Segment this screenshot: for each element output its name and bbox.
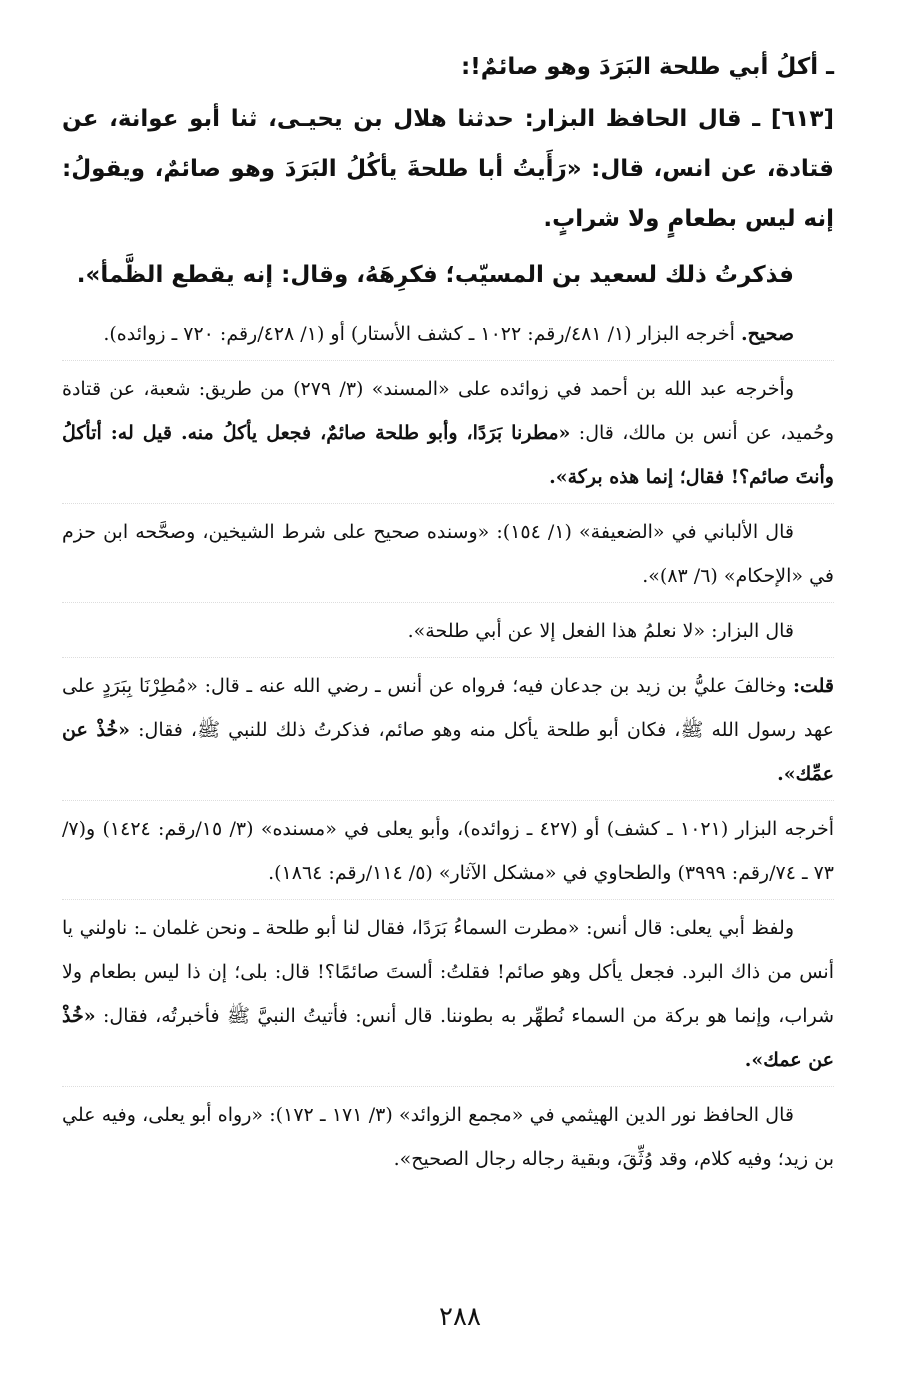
takhrij-paragraph [62, 1087, 834, 1185]
hadith-body: ـ قال الحافظ البزار: حدثنا هلال بن يحيـى، ثنا أبو عوانة، عن قتادة، عن انس، قال: «رَأَيتُ أبا طلحةَ يأكُلُ البَرَدَ وهو صائمٌ، ويقولُ: إنه ليس بطعامٍ ولا شرابٍ. [62, 106, 834, 232]
book-page [62, 48, 834, 1185]
author-note-label: قلت: [792, 675, 834, 697]
quoted-text: «خُذْ عن عمِّك». [62, 719, 834, 785]
takhrij-paragraph [62, 801, 834, 900]
section-heading: ـ أكلُ أبي طلحة البَرَدَ وهو صائمٌ!: [461, 54, 834, 80]
quoted-text: «خُذْ عن عمك». [62, 1005, 834, 1071]
takhrij-paragraph [62, 306, 834, 361]
takhrij-paragraph [62, 658, 834, 801]
paragraph-text: أخرجه البزار (١/ ٤٨١/رقم: ١٠٢٢ ـ كشف الأستار) أو (١/ ٤٢٨/رقم: ٧٢٠ ـ زوائده). [103, 323, 741, 345]
takhrij-paragraph [62, 361, 834, 504]
page-number: ٢٨٨ [439, 1302, 481, 1332]
paragraph-text: قال الحافظ نور الدين الهيثمي في «مجمع الزوائد» (٣/ ١٧١ ـ ١٧٢): «رواه أبو يعلى، وفيه علي بن زيد؛ وفيه كلام، وقد وُثِّقَ، وبقية رجاله رجال الصحيح». [62, 1104, 834, 1170]
paragraph-text: قال البزار: «لا نعلمُ هذا الفعل إلا عن أبي طلحة». [407, 620, 794, 642]
takhrij-paragraph [62, 900, 834, 1087]
takhrij-paragraph [62, 504, 834, 603]
hadith-text [62, 94, 834, 244]
grading-label: صحيح. [740, 323, 794, 345]
paragraph-text: قال الألباني في «الضعيفة» (١/ ١٥٤): «وسنده صحيح على شرط الشيخين، وصحَّحه ابن حزم في «الإحكام» (٦/ ٨٣)». [62, 521, 834, 587]
paragraph-text: وخالفَ عليُّ بن زيد بن جدعان فيه؛ فرواه عن أنس ـ رضي الله عنه ـ قال: «مُطِرْنَا بِبَرَدٍ على عهد رسول الله ﷺ، فكان أبو طلحة يأكل منه وهو صائم، فذكرتُ ذلك للنبي ﷺ، فقال: [62, 675, 834, 741]
paragraph-text: أخرجه البزار (١٠٢١ ـ كشف) أو (٤٢٧ ـ زوائده)، وأبو يعلى في «مسنده» (٣/ ١٥/رقم: ١٤٢٤) و(٧/ ٧٣ ـ ٧٤/رقم: ٣٩٩٩) والطحاوي في «مشكل الآثار» (٥/ ١١٤/رقم: ١٨٦٤). [62, 818, 834, 884]
hadith-tail: فذكرتُ ذلك لسعيد بن المسيّب؛ فكرِهَهُ، وقال: إنه يقطع الظَّمأ». [76, 262, 794, 288]
paragraph-text: ولفظ أبي يعلى: قال أنس: «مطرت السماءُ بَرَدًا، فقال لنا أبو طلحة ـ ونحن غلمان ـ: ناولني يا أنس من ذاك البرد. فجعل يأكل وهو صائم! فقلتُ: ألستَ صائمًا؟! قال: بلى؛ إن ذا ليس بطعام ولا شراب، وإنما هو بركة من السماء نُطهِّر به بطوننا. قال أنس: فأتيتُ النبيَّ ﷺ فأخبرتُه، فقال: [62, 917, 834, 1027]
quoted-text: «مطرنا بَرَدًا، وأبو طلحة صائمٌ، فجعل يأكلُ منه. قيل له: أتأكلُ وأنتَ صائم؟! فقال؛ إنما هذه بركة». [62, 422, 834, 488]
paragraph-text: وأخرجه عبد الله بن أحمد في زوائده على «المسند» (٣/ ٢٧٩) من طريق: شعبة، عن قتادة وحُميد، عن أنس بن مالك، قال: [62, 378, 834, 444]
takhrij-paragraph [62, 603, 834, 658]
hadith-number: [٦١٣] [770, 106, 834, 132]
